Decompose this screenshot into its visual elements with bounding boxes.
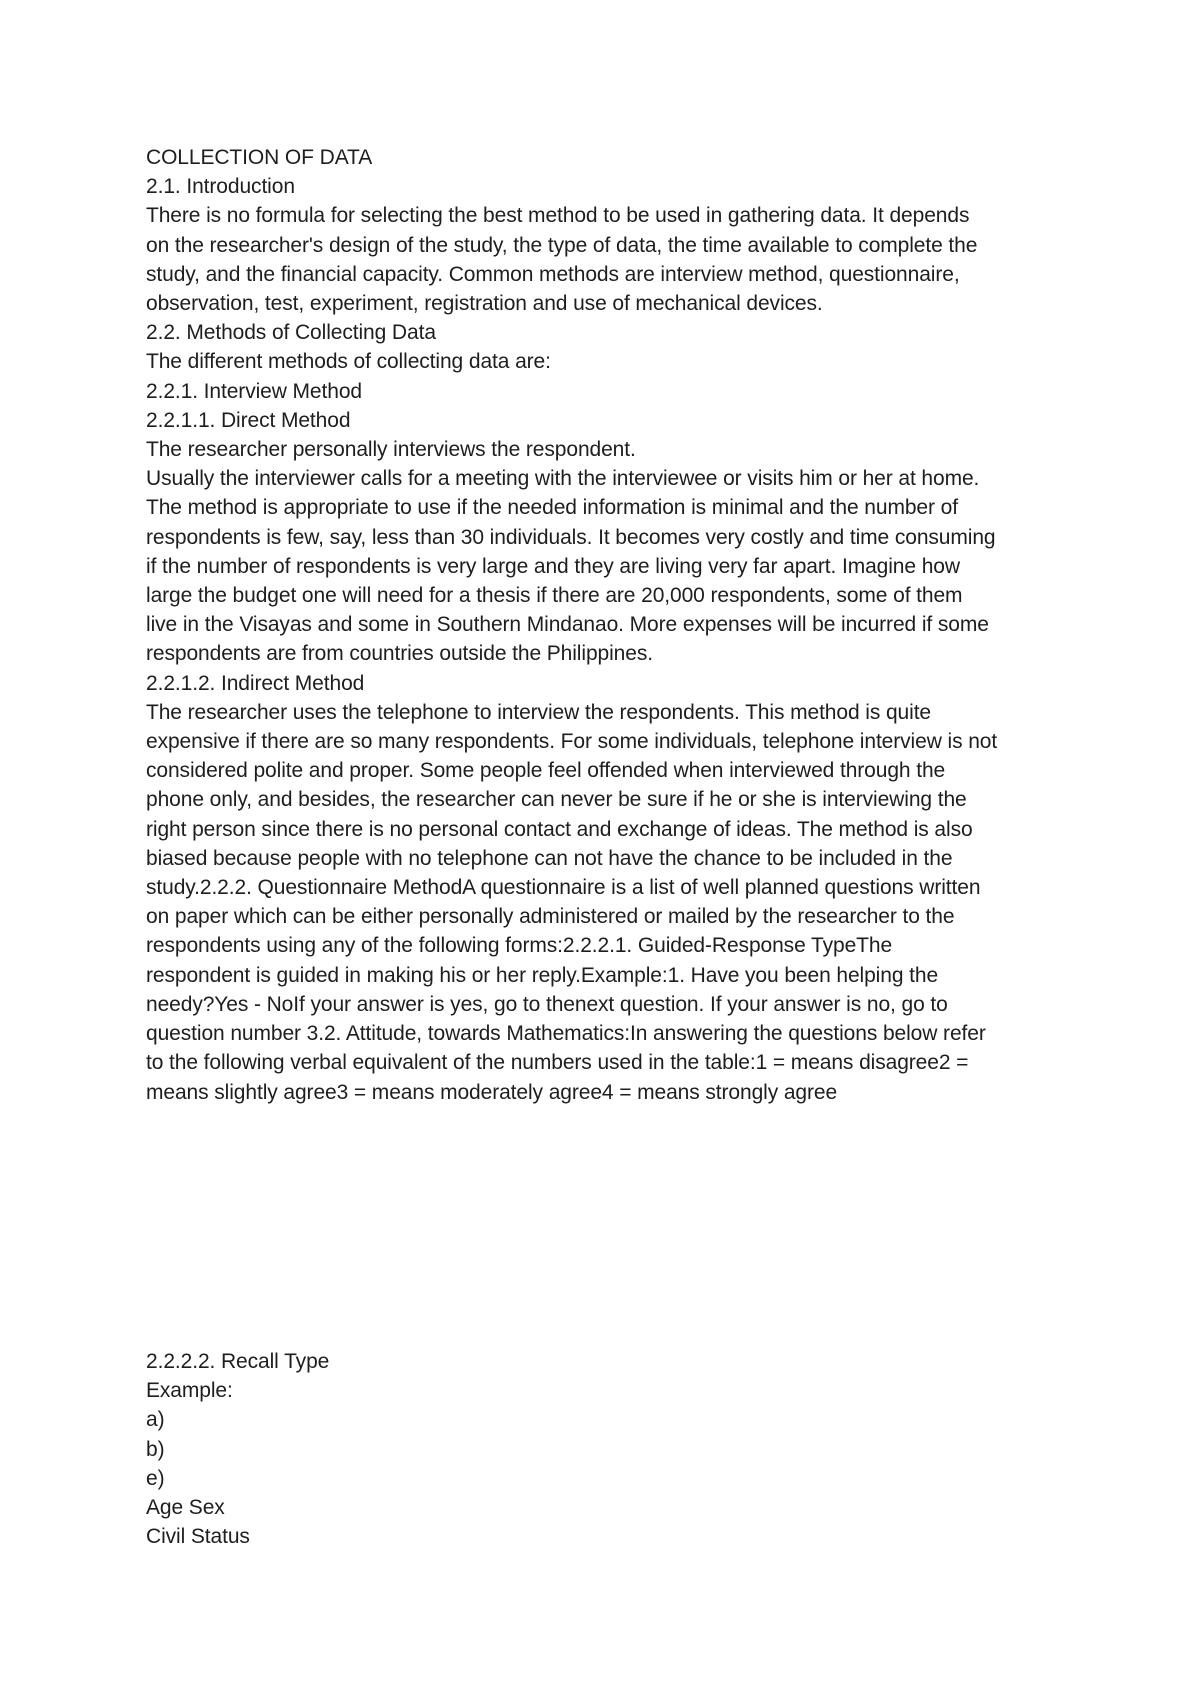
methods-intro: The different methods of collecting data are: bbox=[146, 350, 551, 374]
recall-item: b) bbox=[146, 1437, 165, 1461]
recall-item: a) bbox=[146, 1408, 165, 1432]
intro-paragraph-line: observation, test, experiment, registration and use of mechanical devices. bbox=[146, 292, 823, 316]
indirect-method-heading: 2.2.1.2. Indirect Method bbox=[146, 671, 365, 695]
indirect-paragraph-line: on paper which can be either personally administered or mailed by the researcher to the bbox=[146, 905, 955, 929]
recall-text-block bbox=[146, 1347, 1076, 1551]
age-sex-field-label: Age Sex bbox=[146, 1496, 225, 1520]
indirect-paragraph-line: right person since there is no personal contact and exchange of ideas. The method is also bbox=[146, 817, 973, 841]
main-text-block bbox=[146, 143, 1076, 1107]
intro-heading: 2.1. Introduction bbox=[146, 175, 295, 199]
indirect-paragraph-line: respondents using any of the following forms:2.2.2.1. Guided-Response TypeThe bbox=[146, 934, 893, 958]
recall-type-heading: 2.2.2.2. Recall Type bbox=[146, 1350, 330, 1373]
indirect-paragraph-line: means slightly agree3 = means moderately agree4 = means strongly agree bbox=[146, 1080, 838, 1104]
indirect-paragraph-line: study.2.2.2. Questionnaire MethodA questionnaire is a list of well planned questions written bbox=[146, 876, 981, 900]
intro-paragraph-line: There is no formula for selecting the best method to be used in gathering data. It depends bbox=[146, 204, 970, 228]
direct-paragraph-line: live in the Visayas and some in Southern Mindanao. More expenses will be incurred if some bbox=[146, 613, 989, 637]
direct-paragraph-line: large the budget one will need for a thesis if there are 20,000 respondents, some of them bbox=[146, 584, 963, 608]
direct-method-heading: 2.2.1.1. Direct Method bbox=[146, 408, 351, 432]
indirect-paragraph-line: expensive if there are so many respondents. For some individuals, telephone interview is not bbox=[146, 730, 998, 754]
recall-example-label: Example: bbox=[146, 1379, 233, 1403]
recall-item: e) bbox=[146, 1466, 165, 1490]
indirect-paragraph-line: biased because people with no telephone can not have the chance to be included in the bbox=[146, 846, 953, 870]
methods-heading: 2.2. Methods of Collecting Data bbox=[146, 321, 436, 345]
direct-paragraph-line: The method is appropriate to use if the needed information is minimal and the number of bbox=[146, 496, 958, 520]
intro-paragraph-line: on the researcher's design of the study, the type of data, the time available to complete the bbox=[146, 233, 978, 257]
indirect-paragraph-line: to the following verbal equivalent of the numbers used in the table:1 = means disagree2 = bbox=[146, 1051, 969, 1075]
interview-method-heading: 2.2.1. Interview Method bbox=[146, 379, 362, 403]
indirect-paragraph-line: question number 3.2. Attitude, towards Mathematics:In answering the questions below refer bbox=[146, 1022, 986, 1046]
civil-status-field-label: Civil Status bbox=[146, 1525, 250, 1549]
direct-paragraph-line: Usually the interviewer calls for a meeting with the interviewee or visits him or her at home. bbox=[146, 467, 980, 491]
section-title: COLLECTION OF DATA bbox=[146, 146, 373, 169]
direct-paragraph-line: respondents are from countries outside the Philippines. bbox=[146, 642, 653, 666]
direct-paragraph-line: The researcher personally interviews the respondent. bbox=[146, 438, 636, 462]
direct-paragraph-line: respondents is few, say, less than 30 individuals. It becomes very costly and time consuming bbox=[146, 525, 996, 549]
indirect-paragraph-line: respondent is guided in making his or her reply.Example:1. Have you been helping the bbox=[146, 963, 939, 987]
intro-paragraph-line: study, and the financial capacity. Common methods are interview method, questionnaire, bbox=[146, 262, 960, 286]
indirect-paragraph-line: The researcher uses the telephone to interview the respondents. This method is quite bbox=[146, 700, 932, 724]
indirect-paragraph-line: considered polite and proper. Some people feel offended when interviewed through the bbox=[146, 759, 946, 783]
indirect-paragraph-line: phone only, and besides, the researcher can never be sure if he or she is interviewing the bbox=[146, 788, 967, 812]
direct-paragraph-line: if the number of respondents is very large and they are living very far apart. Imagine how bbox=[146, 554, 960, 578]
indirect-paragraph-line: needy?Yes - NoIf your answer is yes, go to thenext question. If your answer is no, go to bbox=[146, 992, 948, 1016]
